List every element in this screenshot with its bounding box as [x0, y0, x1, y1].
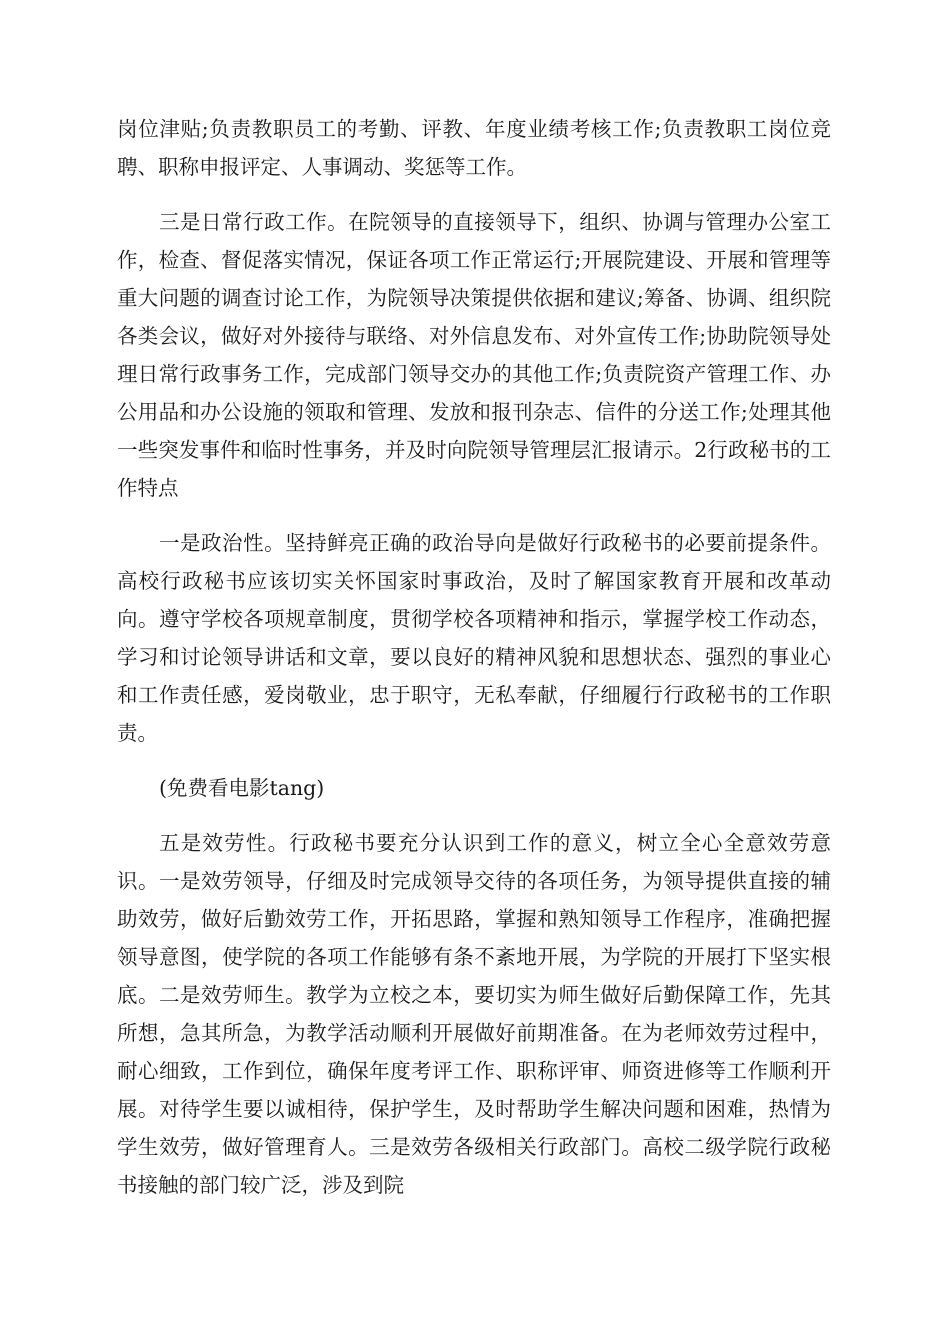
paragraph-political: 一是政治性。坚持鲜亮正确的政治导向是做好行政秘书的必要前提条件。高校行政秘书应该切实关怀国家时事政治，及时了解国家教育开展和改革动向。遵守学校各项规章制度，贯彻学校各项精神和指示，掌握学校工作动态，学习和讨论领导讲话和文章，要以良好的精神风貌和思想状态、强烈的事业心和工作责任感，爱岗敬业，忠于职守，无私奉献，仔细履行行政秘书的工作职责。 — [117, 531, 831, 745]
paragraph-service: 五是效劳性。行政秘书要充分认识到工作的意义，树立全心全意效劳意识。一是效劳领导，仔细及时完成领导交待的各项任务，为领导提供直接的辅助效劳，做好后勤效劳工作，开拓思路，掌握和熟知领导工作程序，准确把握领导意图，使学院的各项工作能够有条不紊地开展，为学院的开展打下坚实根底。二是效劳师生。教学为立校之本，要切实为师生做好后勤保障工作，先其所想，急其所急，为教学活动顺利开展做好前期准备。在为老师效劳过程中，耐心细致，工作到位，确保年度考评工作、职称评审、师资进修等工作顺利开展。对待学生要以诚相待，保护学生，及时帮助学生解决问题和困难，热情为学生效劳，做好管理育人。三是效劳各级相关行政部门。高校二级学院行政秘书接触的部门较广泛，涉及到院 — [117, 831, 831, 1197]
paragraph-daily-admin: 三是日常行政工作。在院领导的直接领导下，组织、协调与管理办公室工作，检查、督促落实情况，保证各项工作正常运行;开展院建设、开展和管理等重大问题的调查讨论工作，为院领导决策提供依据和建议;筹备、协调、组织院各类会议，做好对外接待与联络、对外信息发布、对外宣传工作;协助院领导处理日常行政事务工作，完成部门领导交办的其他工作;负责院资产管理工作、办公用品和办公设施的领取和管理、发放和报刊杂志、信件的分送工作;处理其他一些突发事件和临时性事务，并及时向院领导管理层汇报请示。2行政秘书的工作特点 — [117, 210, 831, 500]
paragraph-note: (免费看电影tang) — [159, 776, 325, 800]
paragraph-continued: 岗位津贴;负责教职员工的考勤、评教、年度业绩考核工作;负责教职工岗位竞聘、职称申报评定、人事调动、奖惩等工作。 — [117, 117, 831, 179]
document-body — [117, 110, 831, 1204]
